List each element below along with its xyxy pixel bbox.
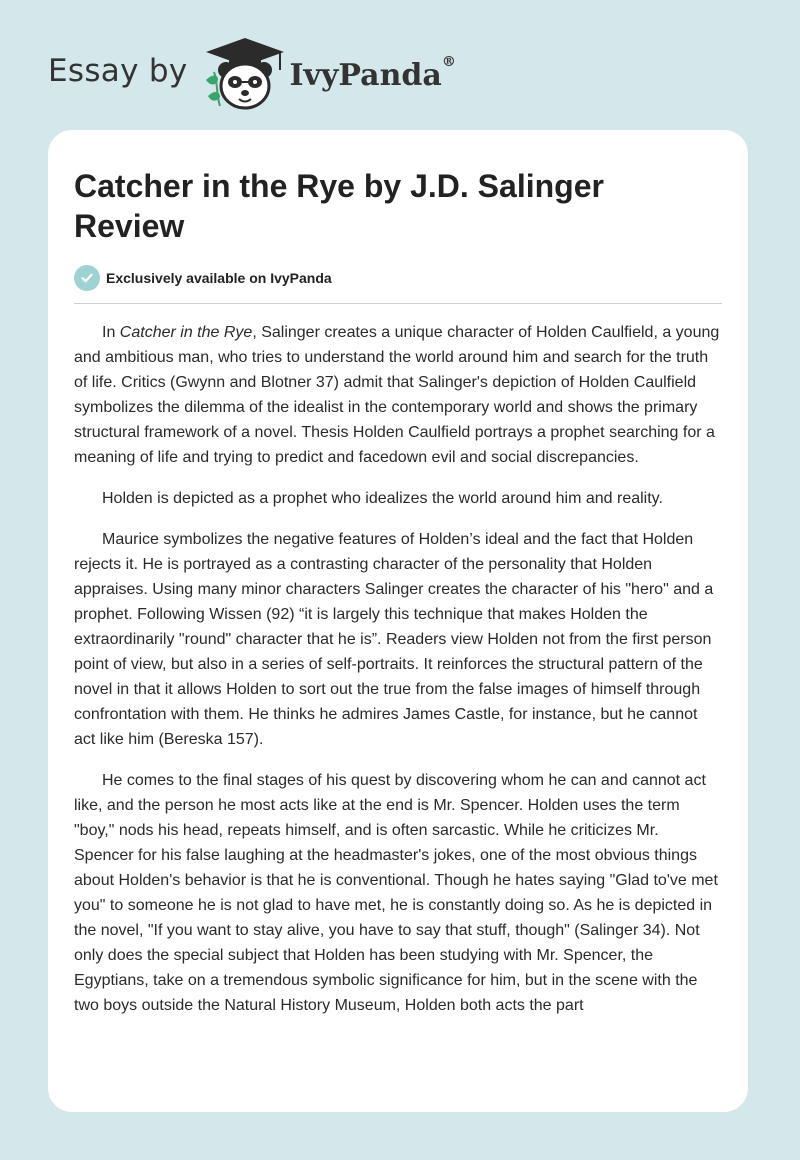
paragraph-2: Holden is depicted as a prophet who idealizes the world around him and reality. xyxy=(102,490,663,507)
paragraph-1: In Catcher in the Rye, Salinger creates a unique character of Holden Caulfield, a young and ambitious man, who tries to understand the world around him and search for the truth of life. Critics (Gwynn and Blotner 37) admit that Salinger's depiction of Holden Caulfield symbolizes the dilemma of the idealist in the contemporary world and shows the primary structural framework of a novel. Thesis Holden Caulfield portrays a prophet searching for a meaning of life and trying to predict and facedown evil and social discrepancies. xyxy=(74,324,720,466)
badge-label: Exclusively available on IvyPanda xyxy=(106,270,332,286)
panda-graduate-icon[interactable] xyxy=(202,36,288,110)
paragraph-4: He comes to the final stages of his quest by discovering whom he can and cannot act like, and the person he most acts like at the end is Mr. Spencer. Holden uses the term "boy," nods his head, repeats himself, and is often sarcastic. While he criticizes Mr. Spencer for his false laughing at the headmaster's jokes, one of the most obvious things about Holden's behavior is that he is conventional. Though he hates saying "Glad to've met you" to someone he is not glad to have met, he is constantly doing so. As he is depicted in the novel, "If you want to stay alive, you have to say that stuff, though" (Salinger 34). Not only does the special subject that Holden has been studying with Mr. Spencer, the Egyptians, take on a tremendous symbolic significance for him, but in the scene with the two boys outside the Natural History Museum, Holden both acts the part xyxy=(74,772,718,1014)
check-icon xyxy=(74,265,100,291)
exclusive-badge xyxy=(74,264,722,292)
essay-by-label: Essay by xyxy=(48,53,188,89)
essay-card xyxy=(48,130,748,1112)
book-title-italic: Catcher in the Rye xyxy=(119,324,253,341)
site-header xyxy=(48,36,456,110)
ivypanda-logo-text[interactable]: IvyPanda® xyxy=(289,53,456,93)
essay-title: Catcher in the Rye by J.D. Salinger Review xyxy=(74,168,604,244)
registered-mark: ® xyxy=(441,53,456,70)
divider xyxy=(74,303,722,304)
paragraph-3: Maurice symbolizes the negative features of Holden’s ideal and the fact that Holden rejects it. He is portrayed as a contrasting character of the personality that Holden appraises. Using many minor characters Salinger creates the character of his "hero" and a prophet. Following Wissen (92) “it is largely this technique that makes Holden the extraordinarily "round" character that he is”. Readers view Holden not from the first person point of view, but also in a series of self-portraits. It reinforces the structural pattern of the novel in that it allows Holden to sort out the true from the false images of himself through confrontation with them. He thinks he admires James Castle, for instance, but he cannot act like him (Bereska 157). xyxy=(74,531,714,748)
